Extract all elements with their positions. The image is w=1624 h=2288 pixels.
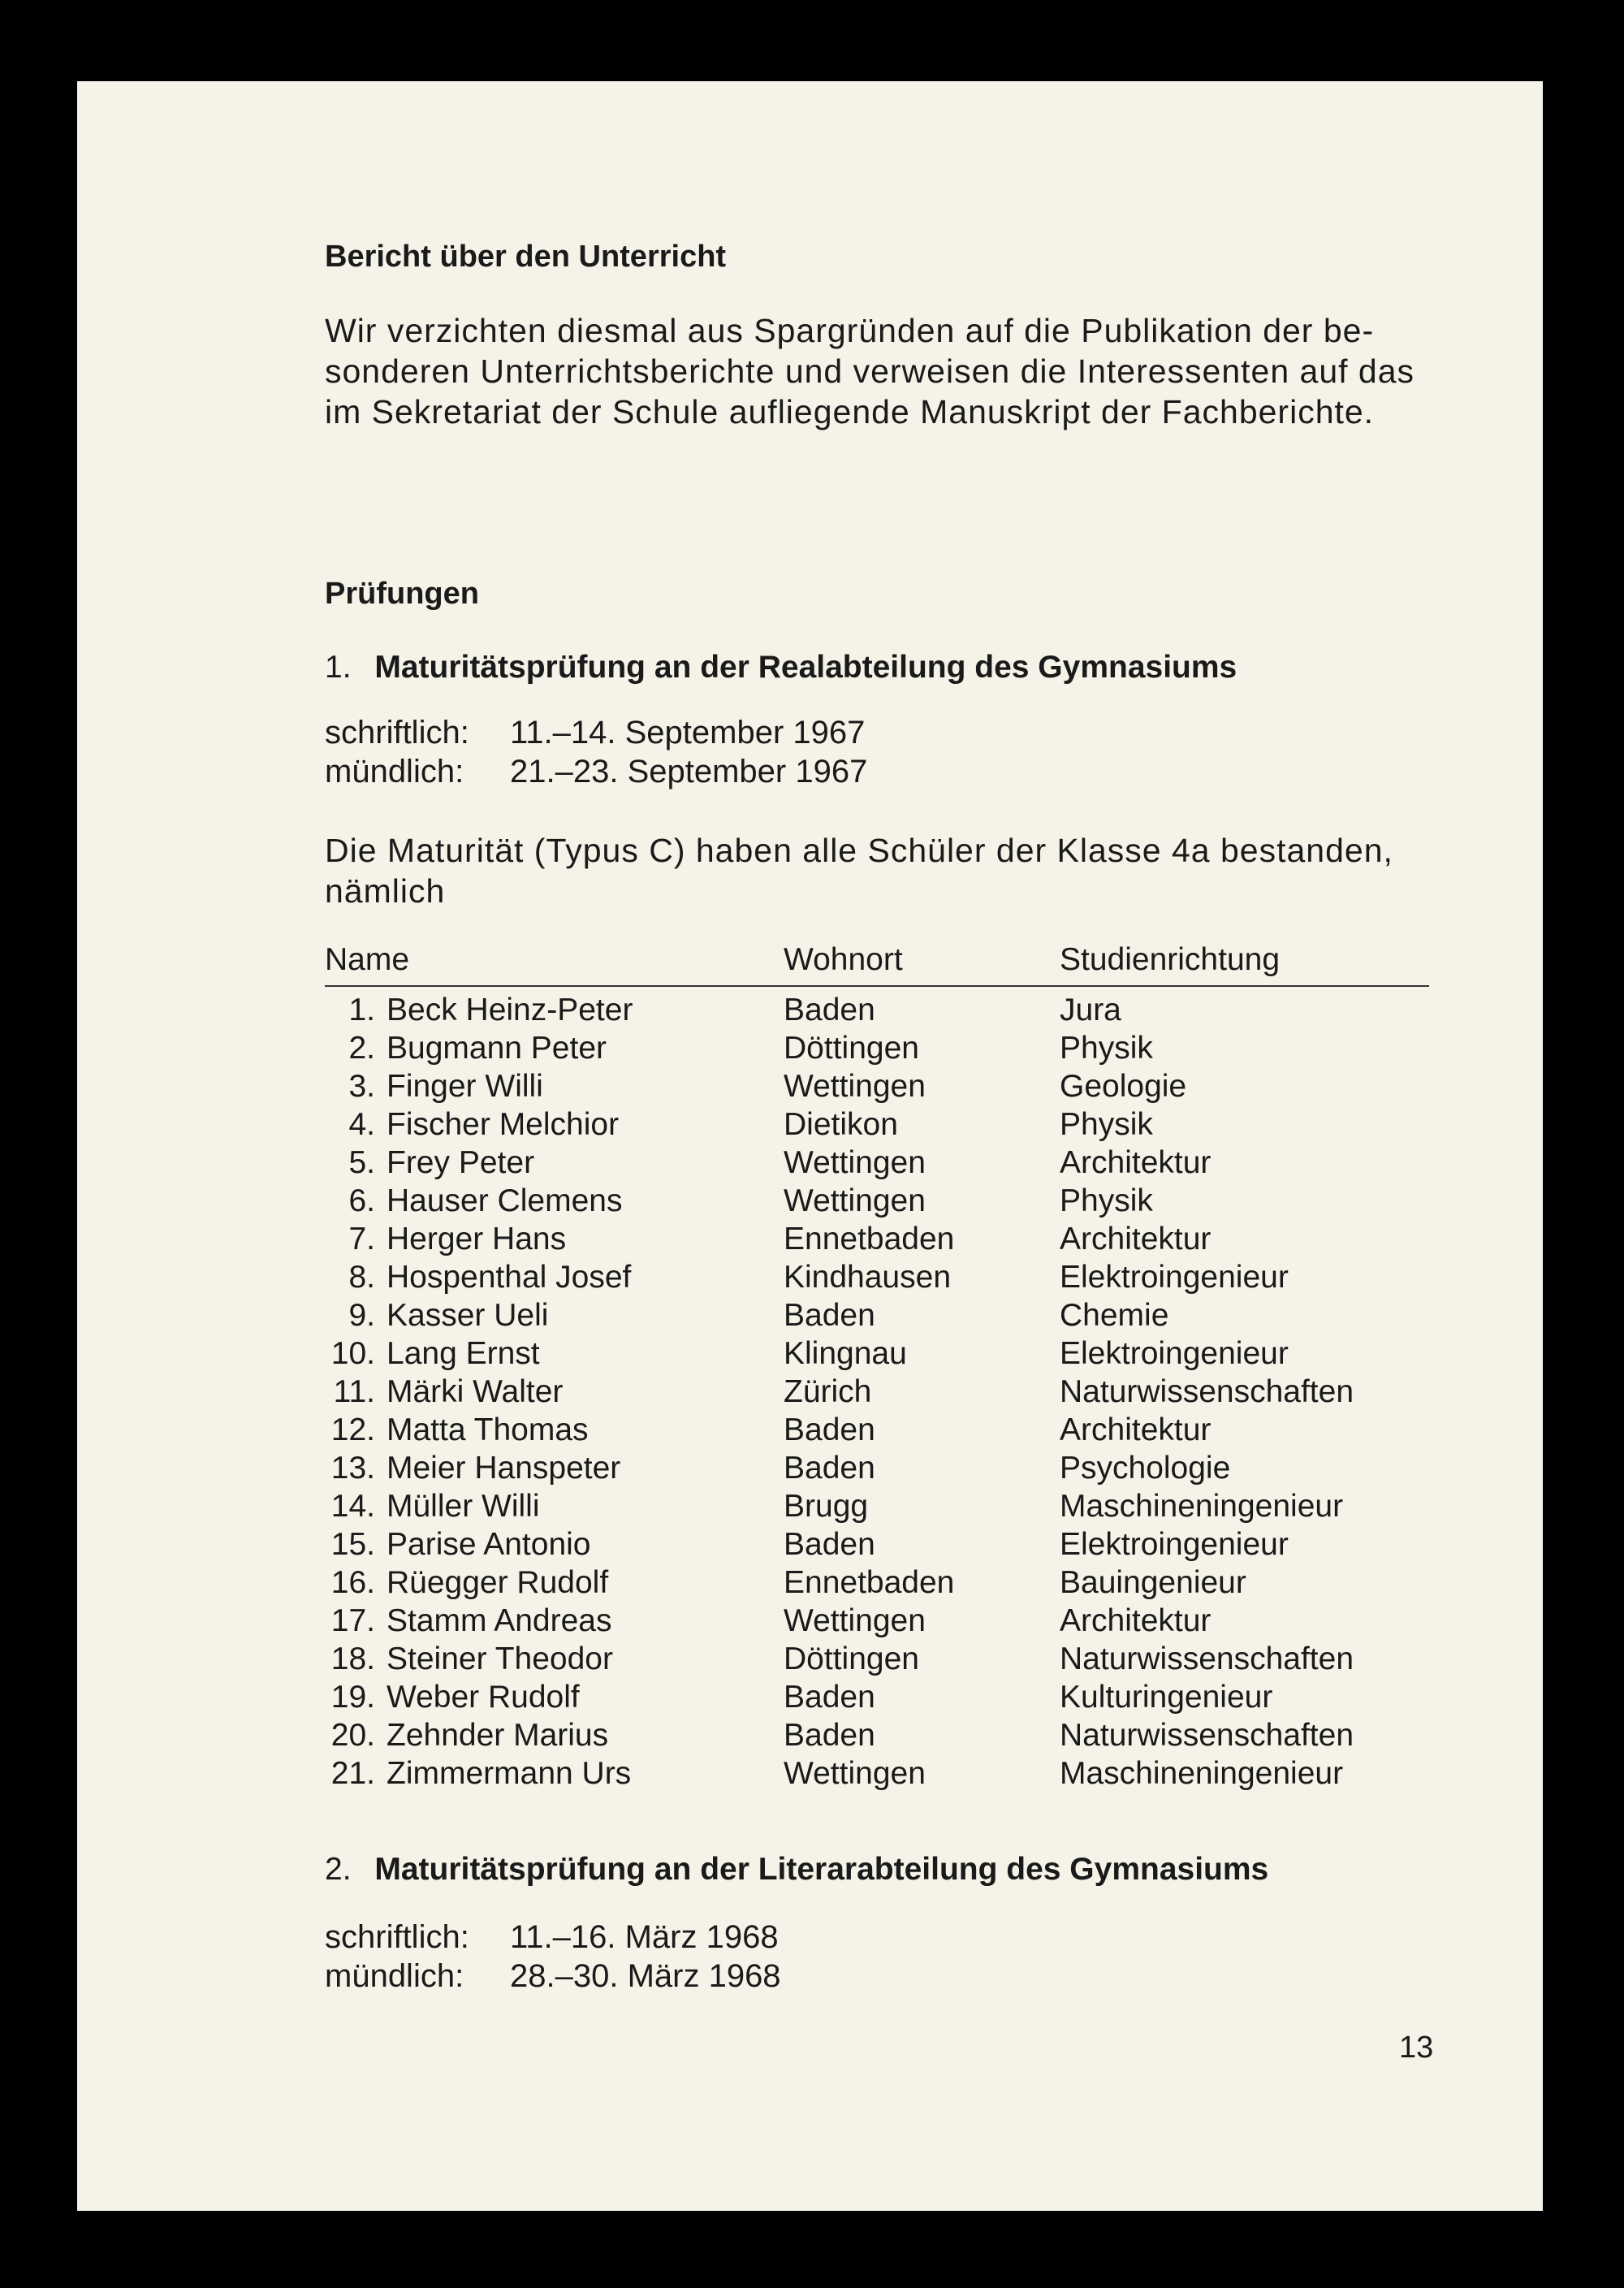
- report-paragraph: [325, 310, 1415, 432]
- exam2-written-line: [325, 1919, 779, 1956]
- table-row: [325, 1336, 1429, 1374]
- table-row: [325, 1718, 1429, 1756]
- exam1-number: 1.: [325, 650, 352, 685]
- row-number: 13.: [330, 1451, 375, 1486]
- oral-label: mündlich:: [325, 1958, 464, 1994]
- table-row: [325, 1374, 1429, 1412]
- row-study: Elektroingenieur: [1060, 1336, 1289, 1371]
- row-name: Meier Hanspeter: [387, 1451, 621, 1486]
- row-place: Baden: [784, 1451, 875, 1486]
- page-number: 13: [1399, 2031, 1434, 2065]
- row-study: Architektur: [1060, 1603, 1212, 1638]
- row-name: Rüegger Rudolf: [387, 1565, 609, 1600]
- header-place: Wohnort: [784, 942, 903, 977]
- table-row: [325, 1565, 1429, 1603]
- row-name: Steiner Theodor: [387, 1641, 613, 1676]
- table-row: [325, 1641, 1429, 1680]
- row-study: Architektur: [1060, 1412, 1212, 1447]
- table-row: [325, 1145, 1429, 1183]
- exam1-heading: [325, 650, 1237, 686]
- exam1-oral-line: [325, 754, 868, 790]
- row-place: Ennetbaden: [784, 1222, 955, 1256]
- row-place: Dietikon: [784, 1107, 898, 1142]
- row-study: Bauingenieur: [1060, 1565, 1246, 1600]
- exam2-oral-line: [325, 1958, 781, 1995]
- row-study: Chemie: [1060, 1298, 1169, 1333]
- table-row: [325, 1069, 1429, 1107]
- row-place: Wettingen: [784, 1145, 926, 1180]
- row-number: 21.: [330, 1756, 375, 1791]
- row-place: Baden: [784, 1718, 875, 1753]
- row-place: Wettingen: [784, 1603, 926, 1638]
- exam1-title: Maturitätsprüfung an der Realabteilung des Gymnasiums: [374, 650, 1237, 685]
- row-number: 5.: [348, 1145, 375, 1180]
- row-study: Physik: [1060, 1183, 1153, 1218]
- row-name: Matta Thomas: [387, 1412, 589, 1447]
- row-name: Weber Rudolf: [387, 1680, 580, 1715]
- row-number: 12.: [330, 1412, 375, 1447]
- row-study: Physik: [1060, 1107, 1153, 1142]
- table-row: [325, 1260, 1429, 1298]
- row-study: Maschineningenieur: [1060, 1756, 1344, 1791]
- intro-line: nämlich: [325, 872, 446, 910]
- row-study: Maschineningenieur: [1060, 1489, 1344, 1524]
- table-row: [325, 1756, 1429, 1794]
- row-study: Naturwissenschaften: [1060, 1718, 1354, 1753]
- graduates-table: [325, 942, 1429, 1876]
- row-place: Klingnau: [784, 1336, 907, 1371]
- row-study: Naturwissenschaften: [1060, 1374, 1354, 1409]
- row-place: Döttingen: [784, 1031, 919, 1066]
- row-name: Fischer Melchior: [387, 1107, 620, 1142]
- row-study: Elektroingenieur: [1060, 1527, 1289, 1562]
- row-place: Baden: [784, 1412, 875, 1447]
- paragraph-line: sonderen Unterrichtsberichte und verweisen die Interessenten auf das: [325, 352, 1415, 390]
- paragraph-line: im Sekretariat der Schule aufliegende Manuskript der Fachberichte.: [325, 393, 1375, 430]
- row-name: Stamm Andreas: [387, 1603, 612, 1638]
- oral-date: 28.–30. März 1968: [510, 1958, 781, 1994]
- row-name: Zimmermann Urs: [387, 1756, 632, 1791]
- row-place: Baden: [784, 1680, 875, 1715]
- row-place: Wettingen: [784, 1069, 926, 1104]
- row-name: Finger Willi: [387, 1069, 543, 1104]
- written-date: 11.–16. März 1968: [510, 1919, 779, 1955]
- row-place: Wettingen: [784, 1183, 926, 1218]
- row-name: Müller Willi: [387, 1489, 540, 1524]
- row-study: Kulturingenieur: [1060, 1680, 1273, 1715]
- row-number: 14.: [330, 1489, 375, 1524]
- table-row: [325, 1183, 1429, 1222]
- row-name: Frey Peter: [387, 1145, 535, 1180]
- table-row: [325, 1680, 1429, 1718]
- table-row: [325, 993, 1429, 1031]
- row-study: Physik: [1060, 1031, 1153, 1066]
- exam1-intro: [325, 830, 1393, 911]
- section-heading-report: Bericht über den Unterricht: [325, 240, 727, 274]
- row-number: 17.: [330, 1603, 375, 1638]
- row-number: 4.: [348, 1107, 375, 1142]
- exam2-number: 2.: [325, 1852, 352, 1887]
- row-study: Architektur: [1060, 1145, 1212, 1180]
- row-number: 1.: [348, 993, 375, 1027]
- document-page: [77, 81, 1543, 2211]
- row-place: Ennetbaden: [784, 1565, 955, 1600]
- table-row: [325, 1031, 1429, 1069]
- row-name: Bugmann Peter: [387, 1031, 607, 1066]
- paragraph-line: Wir verzichten diesmal aus Spargründen auf die Publikation der be-: [325, 312, 1375, 349]
- row-name: Hospenthal Josef: [387, 1260, 632, 1295]
- row-number: 2.: [348, 1031, 375, 1066]
- oral-label: mündlich:: [325, 754, 464, 789]
- row-study: Elektroingenieur: [1060, 1260, 1289, 1295]
- row-number: 7.: [348, 1222, 375, 1256]
- exam2-title: Maturitätsprüfung an der Literarabteilung des Gymnasiums: [374, 1852, 1269, 1887]
- row-study: Geologie: [1060, 1069, 1187, 1104]
- row-name: Beck Heinz-Peter: [387, 993, 633, 1027]
- row-name: Märki Walter: [387, 1374, 564, 1409]
- exam2-heading: [325, 1852, 1268, 1888]
- row-study: Architektur: [1060, 1222, 1212, 1256]
- header-study: Studienrichtung: [1060, 942, 1281, 977]
- row-number: 18.: [330, 1641, 375, 1676]
- header-name: Name: [325, 942, 410, 977]
- intro-line: Die Maturität (Typus C) haben alle Schüler der Klasse 4a bestanden,: [325, 832, 1393, 869]
- row-name: Zehnder Marius: [387, 1718, 609, 1753]
- row-number: 11.: [333, 1374, 375, 1409]
- row-place: Zürich: [784, 1374, 872, 1409]
- oral-date: 21.–23. September 1967: [510, 754, 868, 789]
- row-name: Lang Ernst: [387, 1336, 540, 1371]
- row-study: Naturwissenschaften: [1060, 1641, 1354, 1676]
- row-place: Döttingen: [784, 1641, 919, 1676]
- row-place: Baden: [784, 993, 875, 1027]
- table-row: [325, 1107, 1429, 1145]
- row-place: Brugg: [784, 1489, 869, 1524]
- written-label: schriftlich:: [325, 1919, 469, 1955]
- exam1-written-line: [325, 715, 866, 751]
- row-number: 16.: [330, 1565, 375, 1600]
- row-name: Hauser Clemens: [387, 1183, 623, 1218]
- row-number: 9.: [348, 1298, 375, 1333]
- section-heading-exams: Prüfungen: [325, 577, 479, 611]
- row-place: Baden: [784, 1527, 875, 1562]
- row-number: 15.: [330, 1527, 375, 1562]
- row-place: Kindhausen: [784, 1260, 952, 1295]
- row-name: Herger Hans: [387, 1222, 567, 1256]
- row-study: Psychologie: [1060, 1451, 1231, 1486]
- row-number: 6.: [348, 1183, 375, 1218]
- table-row: [325, 1451, 1429, 1489]
- written-date: 11.–14. September 1967: [510, 715, 866, 750]
- table-row: [325, 1603, 1429, 1641]
- table-row: [325, 1222, 1429, 1260]
- table-row: [325, 1489, 1429, 1527]
- row-place: Baden: [784, 1298, 875, 1333]
- table-row: [325, 1527, 1429, 1565]
- row-number: 20.: [330, 1718, 375, 1753]
- row-number: 3.: [348, 1069, 375, 1104]
- table-row: [325, 1298, 1429, 1336]
- row-number: 19.: [330, 1680, 375, 1715]
- table-header-rule: [325, 985, 1429, 987]
- row-name: Kasser Ueli: [387, 1298, 549, 1333]
- table-row: [325, 1412, 1429, 1451]
- row-place: Wettingen: [784, 1756, 926, 1791]
- row-name: Parise Antonio: [387, 1527, 591, 1562]
- row-number: 8.: [348, 1260, 375, 1295]
- written-label: schriftlich:: [325, 715, 469, 750]
- row-study: Jura: [1060, 993, 1121, 1027]
- row-number: 10.: [330, 1336, 375, 1371]
